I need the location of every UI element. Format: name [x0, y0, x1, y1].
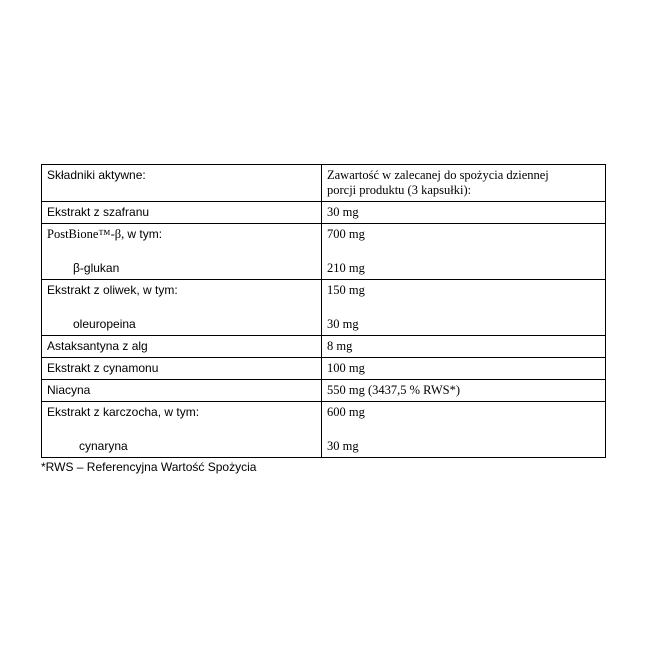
sub-ingredient-value: 210 mg: [327, 261, 365, 275]
table-row: [42, 358, 606, 380]
table-row: [42, 402, 606, 458]
table-row: [42, 280, 606, 336]
ingredient-value: 600 mg: [327, 405, 365, 419]
ingredient-value-cell: [322, 224, 606, 280]
sub-ingredient-value: 30 mg: [327, 439, 359, 453]
ingredient-value: 150 mg: [327, 283, 365, 297]
ingredient-value: 100 mg: [327, 361, 365, 375]
ingredient-value: 8 mg: [327, 339, 353, 353]
ingredient-name-cell: [42, 358, 322, 380]
ingredient-name: Ekstrakt z cynamonu: [47, 361, 159, 375]
ingredient-name: Niacyna: [47, 383, 91, 397]
ingredient-name: PostBione™-β,: [47, 227, 128, 241]
header-content-line1: Zawartość w zalecanej do spożycia dziennej: [327, 168, 549, 182]
ingredient-name: Ekstrakt z szafranu: [47, 205, 150, 219]
header-content-line2: porcji produktu (3 kapsułki):: [327, 183, 472, 197]
ingredient-name-cell: [42, 224, 322, 280]
ingredient-value-cell: [322, 202, 606, 224]
table-row: [42, 202, 606, 224]
footnote: *RWS – Referencyjna Wartość Spożycia: [41, 460, 257, 474]
ingredient-value-cell: [322, 280, 606, 336]
ingredient-value-cell: [322, 402, 606, 458]
ingredient-value: 700 mg: [327, 227, 365, 241]
ingredient-value-cell: [322, 380, 606, 402]
table-header-row: [42, 165, 606, 202]
sub-ingredient-name: cynaryna: [79, 439, 128, 453]
ingredient-name-cell: [42, 380, 322, 402]
ingredient-value-cell: [322, 358, 606, 380]
header-content-cell: [322, 165, 606, 202]
ingredient-name: Ekstrakt z oliwek, w tym:: [47, 283, 178, 297]
ingredient-value-cell: [322, 336, 606, 358]
ingredient-name: Ekstrakt z karczocha, w tym:: [47, 405, 200, 419]
table-row: [42, 224, 606, 280]
ingredient-name-suffix: w tym:: [127, 227, 163, 241]
header-ingredients-cell: [42, 165, 322, 202]
table-row: [42, 336, 606, 358]
ingredient-value: 30 mg: [327, 205, 359, 219]
sub-ingredient-value: 30 mg: [327, 317, 359, 331]
ingredient-name-cell: [42, 336, 322, 358]
sub-ingredient-name: oleuropeina: [73, 317, 136, 331]
ingredient-name-cell: [42, 202, 322, 224]
ingredient-name: Astaksantyna z alg: [47, 339, 148, 353]
ingredients-table: [41, 164, 606, 458]
ingredient-name-cell: [42, 280, 322, 336]
ingredients-table-container: [41, 164, 605, 458]
header-ingredients-label: Składniki aktywne:: [47, 168, 146, 182]
sub-ingredient-name: β-glukan: [73, 261, 120, 275]
ingredient-name-cell: [42, 402, 322, 458]
table-row: [42, 380, 606, 402]
ingredient-value: 550 mg (3437,5 % RWS*): [327, 383, 460, 397]
